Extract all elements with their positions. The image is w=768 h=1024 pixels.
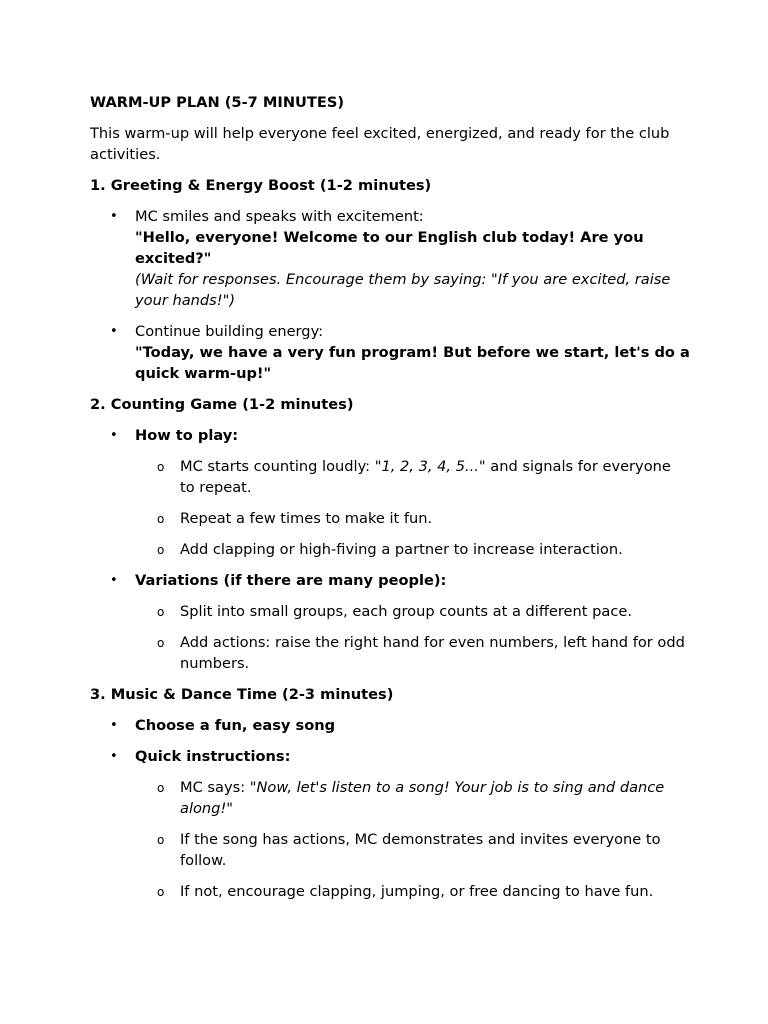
- item-label: Variations (if there are many people):: [135, 572, 447, 589]
- intro-paragraph: This warm-up will help everyone feel excited, energized, and ready for the club activities.: [90, 125, 670, 163]
- section-3-list: [90, 715, 690, 902]
- section-1-list: [90, 206, 690, 384]
- sub-item-italic: Now, let's listen to a song! Your job is to sing and dance along!: [180, 779, 665, 817]
- item-quote: "Hello, everyone! Welcome to our English club today! Are you excited?": [135, 229, 644, 267]
- item-lead: MC smiles and speaks with excitement:: [135, 208, 424, 225]
- bullet-dot: •: [110, 428, 118, 443]
- sub-list: [135, 601, 690, 674]
- sub-item-text: Repeat a few times to make it fun.: [180, 510, 433, 527]
- item-quote: "Today, we have a very fun program! But before we start, let's do a quick warm-up!": [135, 344, 690, 382]
- document-title: WARM-UP PLAN (5-7 MINUTES): [90, 94, 345, 111]
- sub-item-text: MC starts counting loudly: ": [180, 458, 382, 475]
- sub-item-text: If not, encourage clapping, jumping, or free dancing to have fun.: [180, 883, 654, 900]
- bullet-circle: o: [157, 543, 165, 557]
- sub-list-item: [135, 881, 690, 902]
- sub-list-item: [135, 829, 690, 871]
- sub-item-text: " and signals for everyone to repeat.: [180, 458, 671, 496]
- sub-list-item: [135, 601, 690, 622]
- bullet-dot: •: [110, 209, 118, 224]
- bullet-dot: •: [110, 749, 118, 764]
- section-2-list: [90, 425, 690, 674]
- bullet-circle: o: [157, 605, 165, 619]
- section-2-heading: 2. Counting Game (1-2 minutes): [90, 396, 354, 413]
- document-page: [90, 92, 690, 912]
- section-3-heading: 3. Music & Dance Time (2-3 minutes): [90, 686, 394, 703]
- list-item: [90, 425, 690, 560]
- list-item: [90, 715, 690, 736]
- bullet-dot: •: [110, 324, 118, 339]
- item-label: Choose a fun, easy song: [135, 717, 336, 734]
- bullet-circle: o: [157, 512, 165, 526]
- list-item: [90, 206, 690, 311]
- sub-item-text: MC says: ": [180, 779, 257, 796]
- sub-item-italic: 1, 2, 3, 4, 5...: [381, 458, 479, 475]
- bullet-dot: •: [110, 573, 118, 588]
- list-item: [90, 570, 690, 674]
- item-note: (Wait for responses. Encourage them by saying: "If you are excited, raise your hands!"): [135, 271, 671, 309]
- sub-list: [135, 456, 690, 560]
- item-label: How to play:: [135, 427, 239, 444]
- sub-item-text: Add clapping or high-fiving a partner to increase interaction.: [180, 541, 623, 558]
- sub-item-text: If the song has actions, MC demonstrates and invites everyone to follow.: [180, 831, 661, 869]
- sub-list: [135, 777, 690, 902]
- sub-list-item: [135, 632, 690, 674]
- section-1-heading: 1. Greeting & Energy Boost (1-2 minutes): [90, 177, 432, 194]
- bullet-circle: o: [157, 636, 165, 650]
- bullet-circle: o: [157, 833, 165, 847]
- sub-list-item: [135, 777, 690, 819]
- list-item: [90, 746, 690, 902]
- item-lead: Continue building energy:: [135, 323, 324, 340]
- sub-list-item: [135, 508, 690, 529]
- sub-item-text: ": [226, 800, 234, 817]
- sub-list-item: [135, 539, 690, 560]
- sub-item-text: Split into small groups, each group counts at a different pace.: [180, 603, 632, 620]
- bullet-circle: o: [157, 460, 165, 474]
- bullet-circle: o: [157, 885, 165, 899]
- bullet-circle: o: [157, 781, 165, 795]
- sub-list-item: [135, 456, 690, 498]
- sub-item-text: Add actions: raise the right hand for even numbers, left hand for odd numbers.: [180, 634, 685, 672]
- list-item: [90, 321, 690, 384]
- bullet-dot: •: [110, 718, 118, 733]
- item-label: Quick instructions:: [135, 748, 291, 765]
